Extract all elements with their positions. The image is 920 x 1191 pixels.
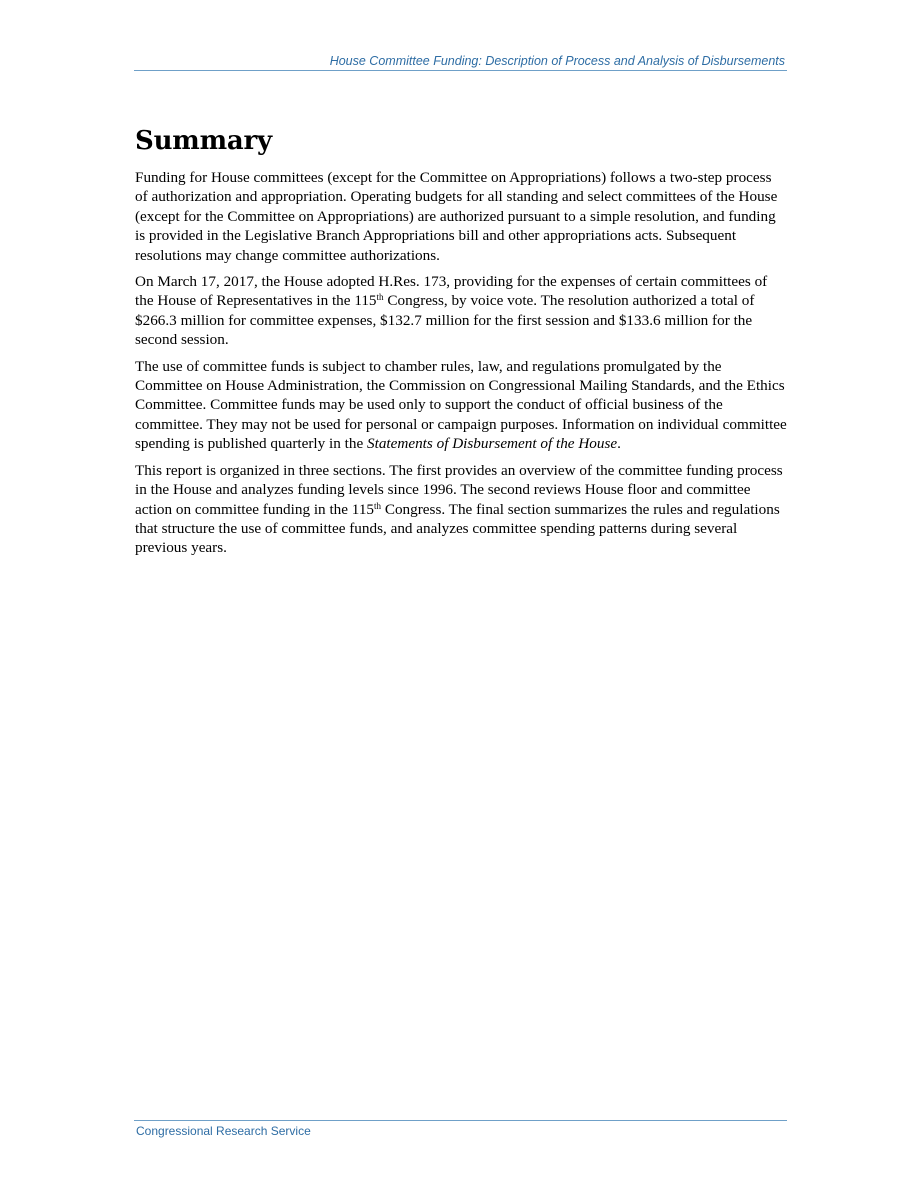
ordinal-superscript: th (374, 500, 382, 511)
summary-paragraph-3-text-a: The use of committee funds is subject to chamber rules, law, and regulations promulgated by the Committee on House Administration, the Commission on Congressional Mailing Standards, and the Ethics Committee. Committee funds may be used only to support the conduct of official business of the committee. They may not be used for personal or campaign purposes. Information on individual committee spending is published quarterly in the (135, 357, 787, 453)
running-footer (134, 1120, 787, 1139)
footer-publisher: Congressional Research Service (136, 1124, 311, 1138)
summary-paragraph-4 (135, 461, 787, 558)
summary-paragraph-1 (135, 168, 787, 265)
publication-title: Statements of Disbursement of the House (367, 435, 618, 453)
summary-paragraph-4-text-b: Congress. The final section summarizes the rules and regulations that structure the use of committee funds, and analyzes committee spending patterns during several previous years. (135, 500, 780, 557)
running-header-title: House Committee Funding: Description of Process and Analysis of Disbursements (329, 54, 785, 68)
summary-paragraph-4-text-a: This report is organized in three sections. The first provides an overview of the committee funding process in the House and analyzes funding levels since 1996. The second reviews House floor and committee action on committee funding in the 115 (135, 461, 783, 518)
summary-paragraph-2-text-b: Congress, by voice vote. The resolution authorized a total of $266.3 million for committee expenses, $132.7 million for the first session and $133.6 million for the second session. (135, 292, 755, 349)
running-header (134, 54, 787, 71)
summary-paragraph-2 (135, 272, 787, 350)
summary-paragraph-3 (135, 357, 787, 454)
summary-paragraph-2-text-a: On March 17, 2017, the House adopted H.Res. 173, providing for the expenses of certain committees of the House of Representatives in the 115 (135, 273, 768, 310)
summary-heading: Summary (135, 126, 272, 156)
ordinal-superscript: th (376, 292, 384, 303)
summary-section (135, 124, 787, 565)
summary-paragraph-1-text: Funding for House committees (except for the Committee on Appropriations) follows a two-step process of authorization and appropriation. Operating budgets for all standing and select committees of the House (except for the Committee on Appropriations) are authorized pursuant to a simple resolution, and funding is provided in the Legislative Branch Appropriations bill and other appropriations acts. Subsequent resolutions may change committee authorizations. (135, 169, 778, 264)
summary-paragraph-3-text-b: . (617, 435, 621, 453)
